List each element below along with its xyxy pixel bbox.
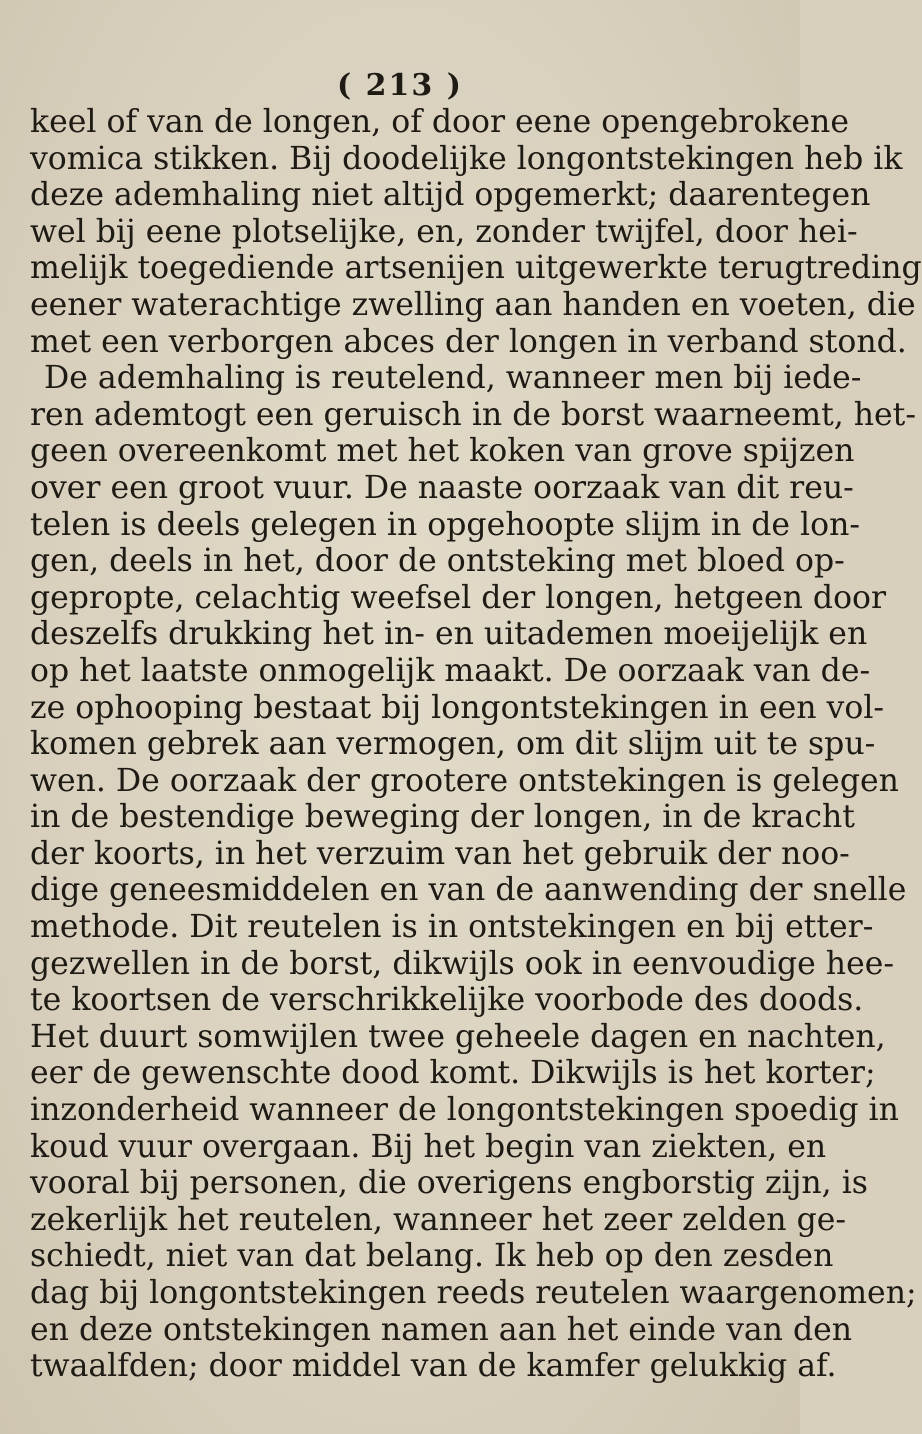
text-line: eer de gewenschte dood komt. Dikwijls is het korter; <box>30 1055 876 1092</box>
text-line: De ademhaling is reutelend, wanneer men bij iede- <box>44 360 862 397</box>
text-line: eener waterachtige zwelling aan handen en voeten, die <box>30 286 916 323</box>
text-line: Het duurt somwijlen twee geheele dagen en nachten, <box>30 1018 886 1055</box>
text-line: twaalfden; door middel van de kamfer gelukkig af. <box>30 1348 837 1385</box>
text-line: ren ademtogt een geruisch in de borst waarneemt, het- <box>30 396 916 433</box>
text-line: in de bestendige beweging der longen, in de kracht <box>30 799 855 836</box>
text-line: te koortsen de verschrikkelijke voorbode des doods. <box>30 982 864 1019</box>
text-line: deze ademhaling niet altijd opgemerkt; daarentegen <box>30 177 871 214</box>
text-line: schiedt, niet van dat belang. Ik heb op den zesden <box>30 1238 834 1275</box>
text-line: methode. Dit reutelen is in ontstekingen en bij etter- <box>30 909 874 946</box>
text-line: zekerlijk het reutelen, wanneer het zeer zelden ge- <box>30 1201 847 1238</box>
text-line: gepropte, celachtig weefsel der longen, hetgeen door <box>30 579 887 616</box>
text-line: inzonderheid wanneer de longontstekingen spoedig in <box>30 1092 899 1129</box>
text-line: over een groot vuur. De naaste oorzaak van dit reu- <box>30 469 854 506</box>
text-line: ze ophooping bestaat bij longontstekingen in een vol- <box>30 689 885 726</box>
text-line: der koorts, in het verzuim van het gebruik der noo- <box>30 835 850 872</box>
text-line: met een verborgen abces der longen in verband stond. <box>30 323 907 360</box>
text-line: gezwellen in de borst, dikwijls ook in eenvoudige hee- <box>30 945 895 982</box>
text-line: keel of van de longen, of door eene opengebrokene <box>30 104 849 140</box>
text-line: koud vuur overgaan. Bij het begin van ziekten, en <box>30 1128 827 1165</box>
text-line: deszelfs drukking het in- en uitademen moeijelijk en <box>30 616 868 653</box>
text-line: en deze ontstekingen namen aan het einde van den <box>30 1311 853 1348</box>
text-line: wel bij eene plotselijke, en, zonder twijfel, door hei- <box>30 213 858 250</box>
body-text <box>30 104 922 1385</box>
text-line: geen overeenkomt met het koken van grove spijzen <box>30 433 855 470</box>
text-line: gen, deels in het, door de ontsteking met bloed op- <box>30 543 845 580</box>
text-line: vomica stikken. Bij doodelijke longontstekingen heb ik <box>30 140 903 177</box>
text-line: dige geneesmiddelen en van de aanwending der snelle <box>30 872 907 909</box>
text-line: dag bij longontstekingen reeds reutelen waargenomen; <box>30 1275 917 1311</box>
page-number: ( 213 ) <box>337 68 463 103</box>
text-line: vooral bij personen, die overigens engborstig zijn, is <box>30 1165 868 1202</box>
text-line: telen is deels gelegen in opgehoopte slijm in de lon- <box>30 506 861 543</box>
text-line: op het laatste onmogelijk maakt. De oorzaak van de- <box>30 652 871 689</box>
text-line: komen gebrek aan vermogen, om dit slijm uit te spu- <box>30 726 876 763</box>
text-line: melijk toegediende artsenijen uitgewerkte terugtreding <box>30 250 922 287</box>
text-line: wen. De oorzaak der grootere ontstekingen is gelegen <box>30 762 899 799</box>
